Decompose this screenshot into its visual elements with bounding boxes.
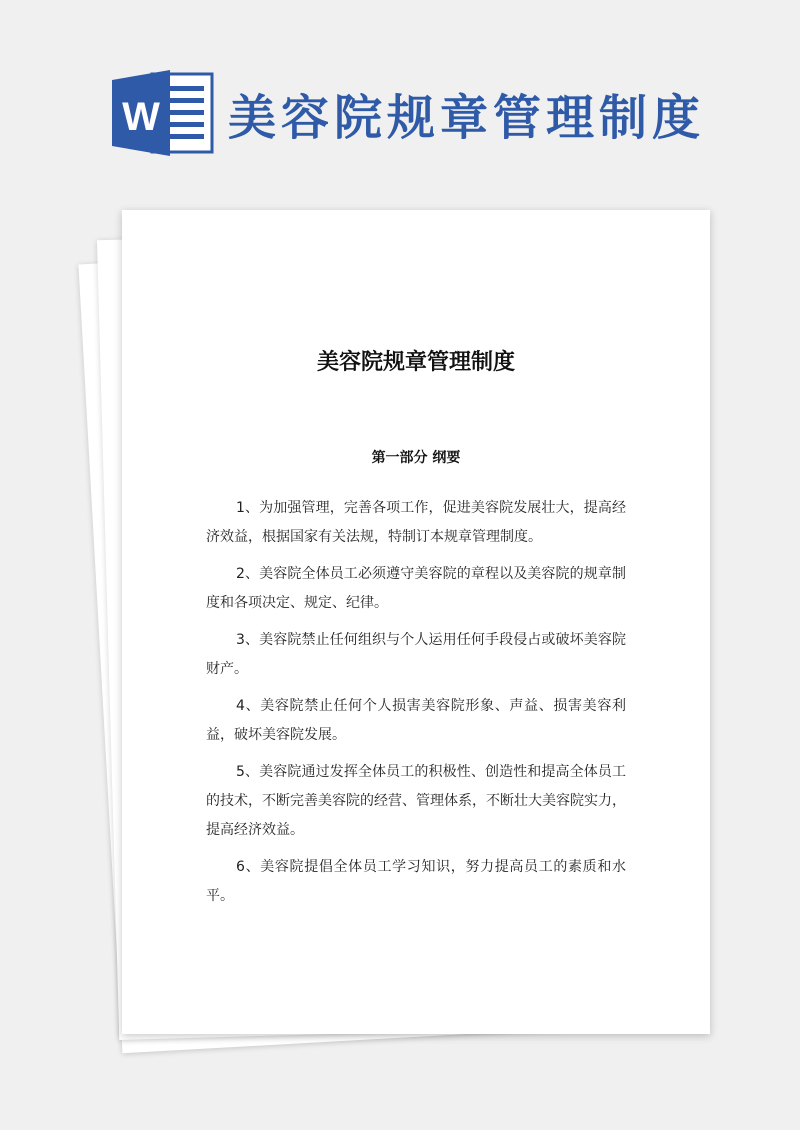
paragraph-4: 4、美容院禁止任何个人损害美容院形象、声益、损害美容利益，破坏美容院发展。 xyxy=(206,698,626,743)
word-logo-letter: W xyxy=(122,95,160,139)
paragraph-3: 3、美容院禁止任何组织与个人运用任何手段侵占或破坏美容院财产。 xyxy=(206,632,626,677)
section-heading: 第一部分 纲要 xyxy=(371,450,461,466)
document-body xyxy=(206,494,626,919)
paragraph-5: 5、美容院通过发挥全体员工的积极性、创造性和提高全体员工的技术，不断完善美容院的经营、管理体系，不断壮大美容院实力，提高经济效益。 xyxy=(206,764,626,838)
banner xyxy=(0,0,800,200)
paragraph-1: 1、为加强管理，完善各项工作，促进美容院发展壮大，提高经济效益，根据国家有关法规，特制订本规章管理制度。 xyxy=(206,500,626,545)
paragraph-2: 2、美容院全体员工必须遵守美容院的章程以及美容院的规章制度和各项决定、规定、纪律。 xyxy=(206,566,626,611)
word-icon xyxy=(112,68,214,158)
document-title: 美容院规章管理制度 xyxy=(316,350,515,375)
banner-title: 美容院规章管理制度 xyxy=(228,90,706,146)
document-page xyxy=(122,210,710,1034)
paragraph-6: 6、美容院提倡全体员工学习知识，努力提高员工的素质和水平。 xyxy=(206,859,626,904)
